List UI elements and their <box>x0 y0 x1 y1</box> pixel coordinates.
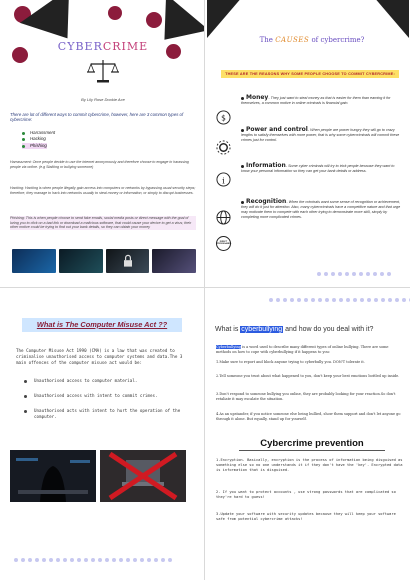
lock-icon <box>120 253 136 269</box>
information-section: Information- Some cyber criminals will try to trick people because they want to know your personal information so they can get your bank details or address. <box>241 162 395 173</box>
prevention-tip: 1.Encryption. Basically, encryption is the process of information being disguised as something else so no one understands it if they don't have the 'key'. Encrypted data is information that is disguised. <box>216 458 403 472</box>
intro-text: There are lot of different ways to commit cybercrime, however, here are 3 common types of cybercrime: <box>10 112 184 123</box>
list-item: Unauthorised access to computer material. <box>24 378 192 384</box>
info-icon <box>216 172 231 187</box>
decor-circle <box>108 6 122 20</box>
hacking-paragraph: Hacking: Hacking is when people illegally gain access into computers or networks by bypassing usual security steps; therefore, they manage to hack into networks usually to steal money or information, or simply to disrupt businesses. <box>10 186 196 195</box>
heading-underline <box>239 450 385 451</box>
svg-text:$: $ <box>221 113 226 123</box>
cybercrime-type-list <box>22 130 162 149</box>
padlock-image <box>106 249 150 273</box>
list-item: Harrassment <box>22 130 162 136</box>
gear-icon <box>216 140 231 155</box>
coping-step: 3.Don't respond to someone bullying you online, they are probably looking for your reaction.So don't retaliate it may escalate the situation. <box>216 392 396 401</box>
list-item: Unauthorised access with intent to commit crimes. <box>24 393 192 399</box>
money-icon <box>216 110 231 125</box>
decor-circle <box>12 47 28 63</box>
author-byline: By Lily Rose Dookie Ace <box>81 97 125 102</box>
propaganda-badge: DIRECT PROPAGANDA <box>216 236 231 251</box>
coping-step: 1.Make sure to report and block anyone trying to cyberbully you. DON'T tolerate it. <box>216 360 365 364</box>
network-image <box>59 249 103 273</box>
page-cybercrime-types <box>0 0 204 287</box>
money-section: Money- They just want to steal money as that is easier for them than earning it for themselves, a common motive in online criminals is financial gain. <box>241 94 391 105</box>
recognition-section: Recognition- When the criminals want some sense of recognition or achievement, they will do it just for attention. Also, many cybercriminals have a competitive nature and that urge may motivate them to compete with each other trying to demonstrate more skill, simply by completing more complicated crimes. <box>241 198 401 219</box>
power-section: Power and control- When people are power hungry they will go to crazy lengths to satisfy themselves with more power, that is why some cybercriminals will commit these crimes just for control. <box>241 126 400 142</box>
decor-dots <box>269 298 410 302</box>
hacker-at-keyboard-image <box>10 450 96 502</box>
image-strip <box>12 249 196 273</box>
page-title: The CAUSES of cybercrime? <box>259 36 365 44</box>
page-cyberbullying <box>205 288 410 580</box>
page-title: What is cyberbullying and how do you deal with it? <box>215 326 374 333</box>
cyberbullying-definition: Cyberbullying is a word used to describe many different types of online bullying. There are some methods on how to cope with cyberbullying if it happens to you: <box>216 345 389 354</box>
list-item: Hacking <box>22 136 162 142</box>
list-item: Phishing <box>22 143 47 149</box>
offences-list <box>24 378 192 420</box>
page-title: CYBERCRIME <box>57 40 149 53</box>
hooded-hacker-icon <box>10 450 96 502</box>
decor-triangle <box>207 0 243 38</box>
harassment-paragraph: Harrassment: Once people decide to use the internet anonymously and therefore choose to engage in harassing people via online. (e.g Stalking or bullying someone) <box>10 160 189 169</box>
prevention-tip: 2. If you want to protect accounts , use strong passwords that are complicated so they're hard to guess! <box>216 490 396 499</box>
decor-triangle <box>373 0 409 38</box>
reasons-banner: THESE ARE THE REASONS WHY SOME PEOPLE CHOOSE TO COMMIT CYBERCRIME: <box>221 70 399 78</box>
page-causes <box>205 0 410 287</box>
laptop-image <box>152 249 196 273</box>
cma-description: The Computer Misuse Act 1990 (CMA) is a law that was created to criminalise unauthorised access to computer systems and data.The 3 main offences of the computer misuse act would be: <box>16 348 183 365</box>
crossed-out-image <box>100 450 186 502</box>
coping-step: 4.As an upstander, if you notice someone else being bullied, show them support and don't let anyone go through it alone. But equally, stand up for yourself. <box>216 412 401 421</box>
prevention-heading: Cybercrime prevention <box>260 438 364 449</box>
prevention-tip: 3.Update your software with security updates because they will keep your software safe from potential cybercrime attacks! <box>216 512 396 521</box>
phishing-paragraph: Phishing: This is when people choose to send fake emails, social media posts or direct message with the goal of luring you to click on a bad link or download a malicious software, that could cause your device to get a virus; their other motive could be trying to find out your bank details, so they can obtain your money <box>10 216 196 230</box>
list-item: Unauthorised acts with intent to hurt the operation of the computer. <box>24 408 192 420</box>
page-computer-misuse-act <box>0 288 204 580</box>
svg-text:i: i <box>222 175 225 186</box>
decor-dots <box>14 558 172 562</box>
decor-dots <box>317 272 391 276</box>
globe-icon <box>216 210 231 225</box>
hacker-image <box>12 249 56 273</box>
scales-of-justice-icon <box>86 58 120 84</box>
page-title: What is The Computer Misuse Act ?? <box>36 320 168 329</box>
prohibited-cross-icon <box>100 450 186 502</box>
coping-step: 2.Tell someone you trust about what happened to you, don't keep your best emotions bottled up inside. <box>216 374 400 378</box>
